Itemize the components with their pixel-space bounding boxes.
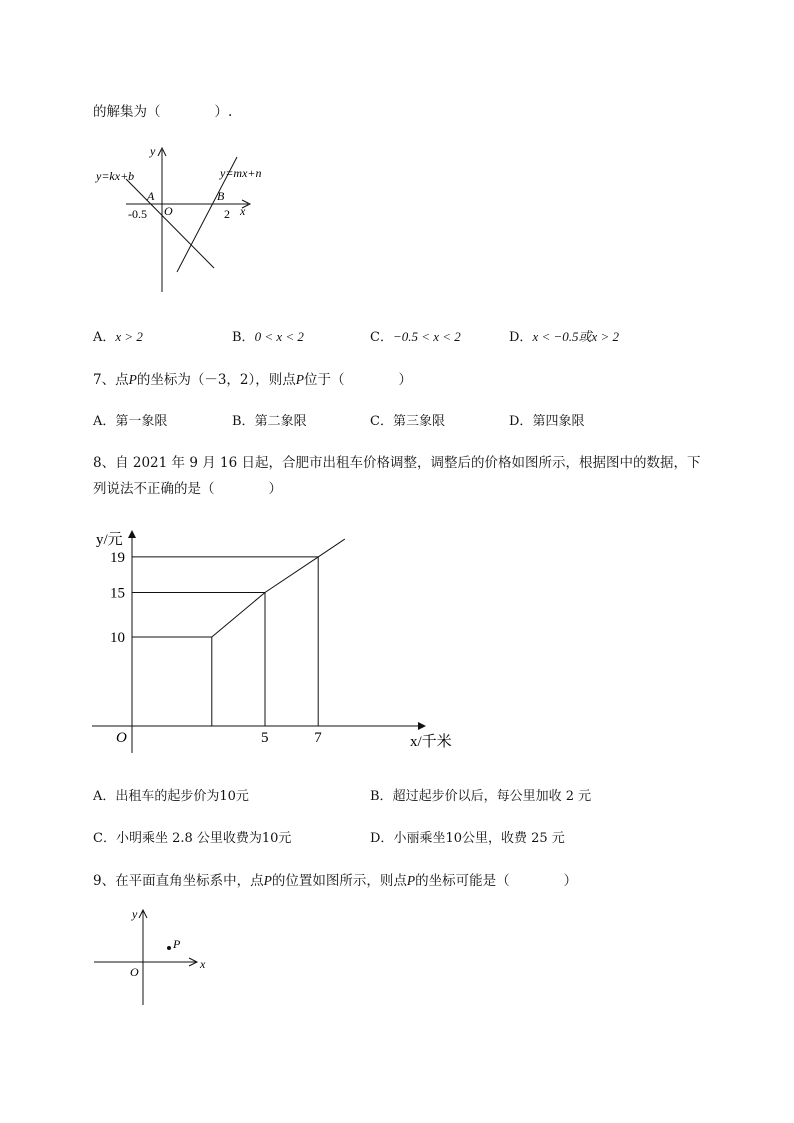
q8-chart [92,528,452,758]
q8-xlabel: x/千米 [410,734,452,750]
q9-y-axis-label: y [132,907,138,921]
q8-y-arrow [128,530,136,538]
q6-line1-label: y=kx+b [96,169,135,183]
q6-option-d[interactable]: D．x < −0.5或x > 2 [509,329,620,345]
q7-option-b[interactable]: B．第二象限 [232,414,307,429]
q9-x-axis-label: x [200,957,206,971]
q8-y-tick-10: 10 [110,630,125,646]
q8-ylabel: y/元 [96,532,123,548]
q6-option-c[interactable]: C．−0.5 < x < 2 [370,329,461,345]
q6-tick-pos: 2 [224,207,230,221]
q7-option-c[interactable]: C．第三象限 [370,414,445,429]
q8-stem-line1: 8、自 2021 年 9 月 16 日起，合肥市出租车价格调整，调整后的价格如图所示，根据图中的数据，下 [93,455,701,471]
q9-origin-label: O [130,965,139,979]
q8-y-tick-19: 19 [110,549,125,566]
q6-line-kx-b [126,179,214,268]
q7-option-a[interactable]: A．第一象限 [93,414,168,429]
q6-origin-label: O [164,204,173,218]
q7-option-d[interactable]: D．第四象限 [509,414,585,429]
q6-graph [92,140,292,300]
q6-point-a-label: A [147,189,155,203]
q7-stem: 7、点P的坐标为（－3，2），则点P位于（ ） [93,372,413,388]
q9-point-p [167,946,171,950]
q8-origin-label: O [116,730,127,746]
q8-x-arrow [418,722,426,730]
q6-point-b-label: B [217,189,225,203]
q6-option-a[interactable]: A．x > 2 [93,329,143,345]
q9-stem: 9、在平面直角坐标系中，点P的位置如图所示，则点P的坐标可能是（ ） [93,873,578,889]
q8-y-tick-15: 15 [110,585,125,602]
q8-x-tick-7: 7 [314,730,322,746]
q9-graph [92,900,232,1010]
q8-option-d[interactable]: D．小丽乘坐10公里，收费 25 元 [370,831,565,846]
q8-price-line [212,539,345,637]
q6-x-axis-label: x [240,204,246,218]
q6-line2-label: y=mx+n [220,166,262,180]
q8-option-a[interactable]: A．出租车的起步价为10元 [93,789,249,804]
q6-stem-tail: 的解集为（ ）. [93,104,233,120]
q6-tick-neg: -0.5 [128,207,147,221]
q6-option-b[interactable]: B．0 < x < 2 [232,329,304,345]
q8-x-tick-5: 5 [261,730,269,746]
q8-option-c[interactable]: C．小明乘坐 2.8 公里收费为10元 [93,831,292,846]
q6-y-axis-label: y [150,144,156,158]
q8-option-b[interactable]: B．超过起步价以后，每公里加收 2 元 [370,789,592,804]
q9-point-p-label: P [173,937,181,951]
q8-stem-line2: 列说法不正确的是（ ） [93,481,282,497]
